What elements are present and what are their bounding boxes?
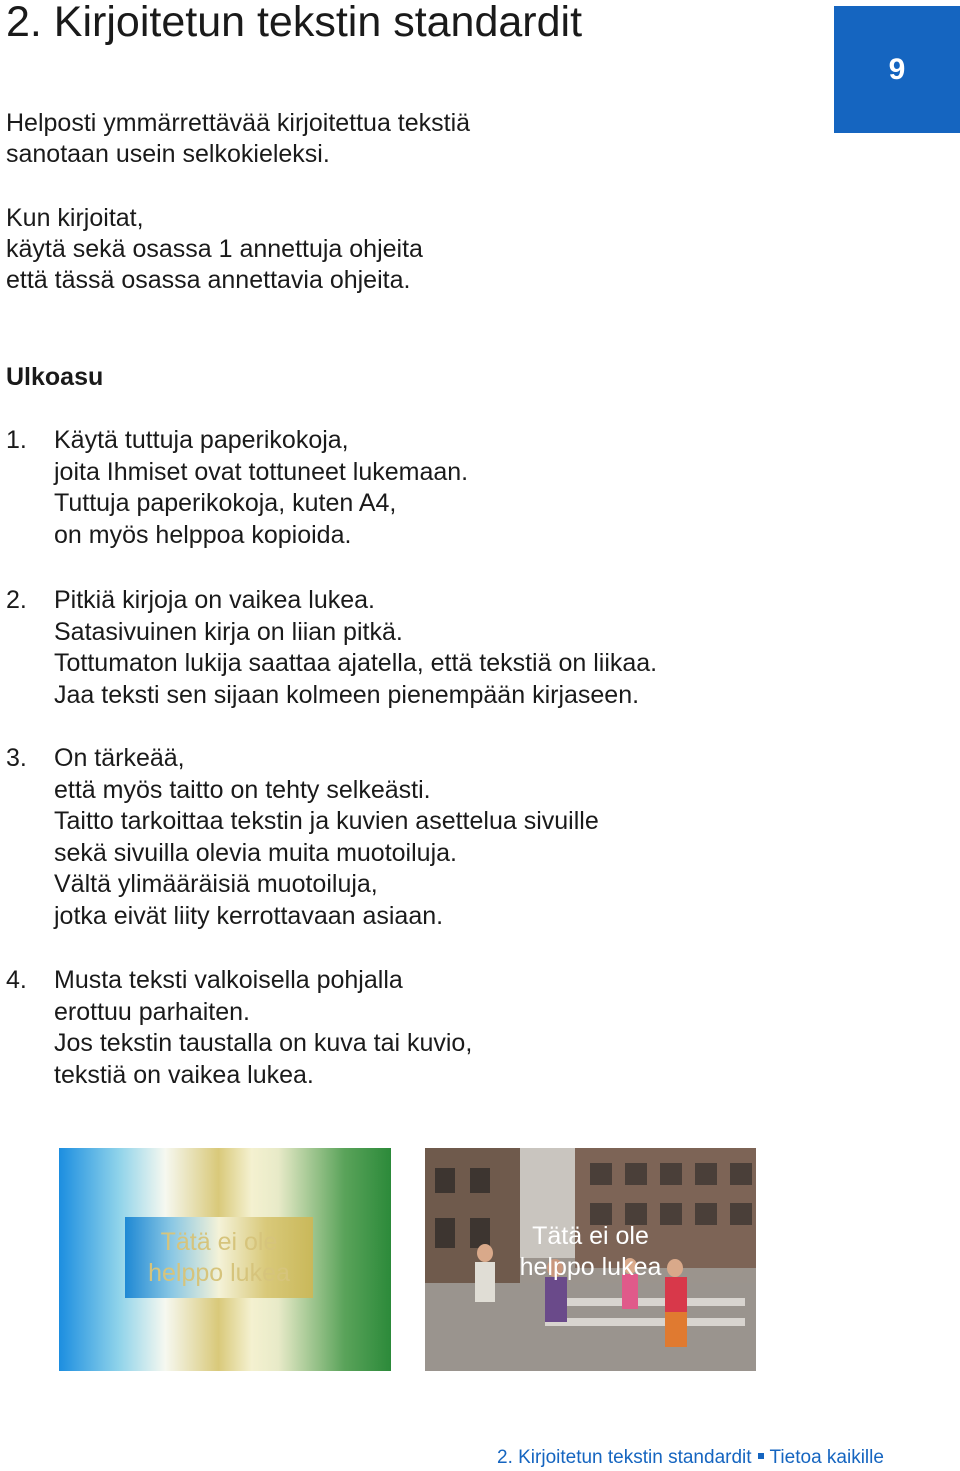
list-item-number: 4. — [6, 966, 27, 994]
list-item-line: Pitkiä kirjoja on vaikea lukea. — [54, 586, 375, 614]
list-item-line: on myös helppoa kopioida. — [54, 520, 352, 549]
instruction-paragraph — [6, 203, 423, 296]
page-title: 2. Kirjoitetun tekstin standardit — [6, 0, 583, 46]
photo-example-line: helppo lukea — [519, 1253, 662, 1281]
footer-chapter: 2. Kirjoitetun tekstin standardit — [497, 1447, 752, 1468]
list-item-line: Taitto tarkoittaa tekstin ja kuvien asettelua sivuille — [54, 807, 599, 835]
list-item-text — [54, 965, 472, 1091]
page-number: 9 — [888, 52, 906, 86]
list-item-number: 2. — [6, 586, 27, 614]
instruction-line: käytä sekä osassa 1 annettuja ohjeita — [6, 235, 423, 263]
footer-separator — [758, 1453, 764, 1459]
gradient-example-line: helppo lukea — [148, 1258, 290, 1287]
list-item-number: 3. — [6, 744, 27, 772]
list-item-line: Musta teksti valkoisella pohjalla — [54, 966, 403, 994]
list-item-text — [54, 743, 599, 932]
list-item-line: Käytä tuttuja paperikokoja, — [54, 426, 349, 454]
intro-line: Helposti ymmärrettävää kirjoitettua tekstiä — [6, 109, 471, 137]
list-item-line: Vältä ylimääräisiä muotoiluja, — [54, 870, 378, 898]
list-item-line: jotka eivät liity kerrottavaan asiaan. — [54, 901, 444, 930]
list-item-line: Tuttuja paperikokoja, kuten A4, — [54, 489, 397, 517]
list-item-line: Jos tekstin taustalla on kuva tai kuvio, — [54, 1029, 473, 1057]
list-item-line: Satasivuinen kirja on liian pitkä. — [54, 617, 403, 646]
footer-publication: Tietoa kaikille — [769, 1447, 884, 1468]
list-item-line: sekä sivuilla olevia muita muotoiluja. — [54, 838, 457, 867]
section-heading: Ulkoasu — [6, 363, 104, 391]
photo-background-example — [425, 1148, 756, 1371]
list-item-line: Jaa teksti sen sijaan kolmeen pienempään kirjaseen. — [54, 680, 640, 709]
list-item-text — [54, 425, 468, 551]
list-item-line: joita Ihmiset ovat tottuneet lukemaan. — [54, 457, 469, 486]
page-number-tab — [834, 6, 960, 133]
list-item-text — [54, 585, 657, 711]
instruction-line: Kun kirjoitat, — [6, 204, 144, 232]
instruction-line: että tässä osassa annettavia ohjeita. — [6, 266, 411, 294]
list-item-line: Tottumaton lukija saattaa ajatella, että tekstiä on liikaa. — [54, 649, 658, 677]
photo-text-overlay — [425, 1221, 756, 1283]
gradient-example-line: Tätä ei ole — [160, 1227, 278, 1256]
photo-example-line: Tätä ei ole — [532, 1222, 649, 1250]
list-item-line: että myös taitto on tehty selkeästi. — [54, 775, 431, 804]
gradient-background-example — [59, 1148, 391, 1371]
intro-line: sanotaan usein selkokieleksi. — [6, 140, 330, 168]
list-item-line: tekstiä on vaikea lukea. — [54, 1060, 314, 1089]
list-item-line: erottuu parhaiten. — [54, 997, 250, 1026]
gradient-text-box — [125, 1217, 313, 1298]
list-item-line: On tärkeää, — [54, 744, 185, 772]
page-footer — [497, 1446, 884, 1470]
list-item-number: 1. — [6, 426, 27, 454]
intro-paragraph — [6, 108, 470, 170]
